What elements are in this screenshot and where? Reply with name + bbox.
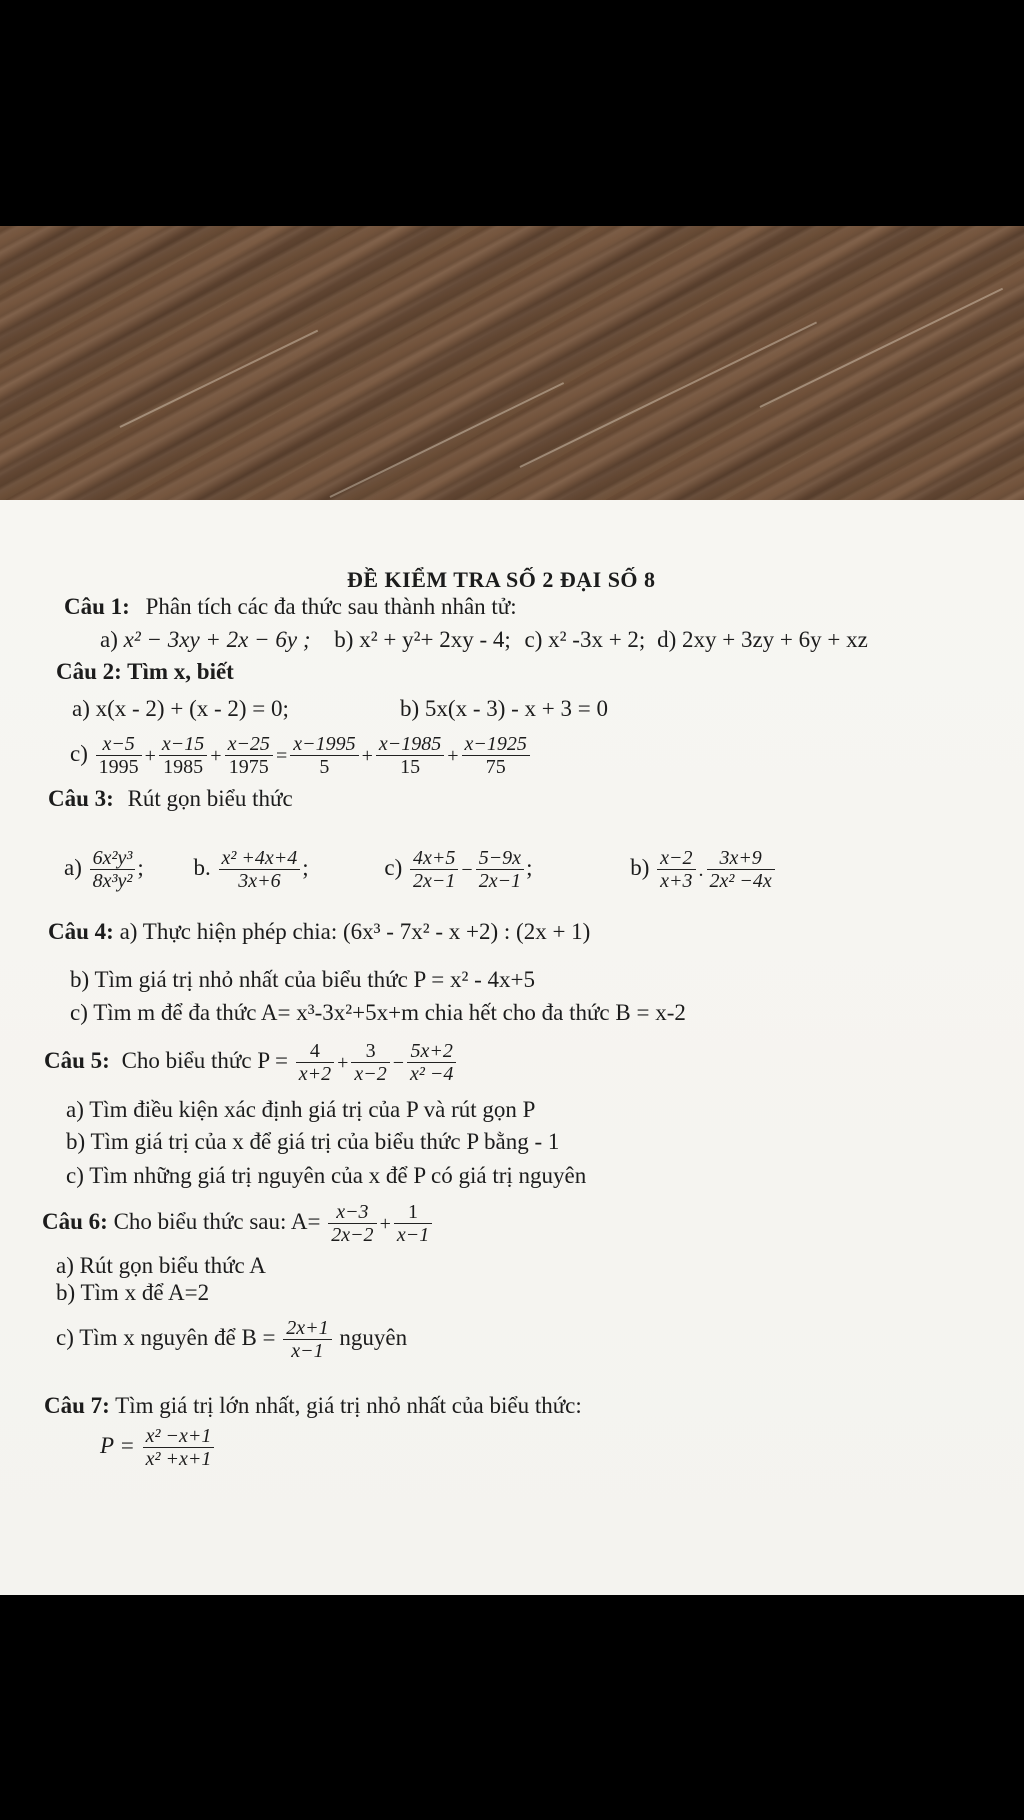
q1-b-expression: x² + y²+ 2xy - 4; <box>359 627 511 652</box>
question-1-header <box>64 592 517 622</box>
q7-p-label: P = <box>100 1433 135 1458</box>
fraction <box>376 733 444 778</box>
fraction <box>96 733 142 778</box>
denominator: x−1 <box>394 1223 432 1246</box>
q3-d-label: b) <box>630 855 650 880</box>
numerator: 2x+1 <box>286 1317 329 1340</box>
plus-sign: + <box>379 1212 391 1235</box>
q5-a: a) Tìm điều kiện xác định giá trị của P và rút gọn P <box>66 1097 536 1122</box>
fraction <box>657 847 695 892</box>
question-5-label: Câu 5: <box>44 1048 110 1073</box>
denominator: 1985 <box>159 755 207 778</box>
q1-b-label: b) <box>334 627 354 652</box>
fraction <box>394 1201 432 1246</box>
q6-b: b) Tìm x để A=2 <box>56 1280 210 1305</box>
separator: ; <box>302 855 309 880</box>
question-1-label: Câu 1: <box>64 594 130 619</box>
multiply-dot: . <box>698 858 704 881</box>
plus-sign: + <box>210 744 222 767</box>
numerator: 4 <box>309 1040 320 1063</box>
question-1-items <box>100 625 868 655</box>
denominator: 1975 <box>225 755 273 778</box>
q1-d-expression: 2xy + 3zy + 6y + xz <box>681 627 868 652</box>
q2-c-equation <box>70 726 532 784</box>
q1-c-expression: x² -3x + 2; <box>548 627 646 652</box>
question-3-label: Câu 3: <box>48 786 114 811</box>
question-5-prompt: Cho biểu thức P = <box>121 1048 288 1073</box>
denominator: 2x−2 <box>328 1223 376 1246</box>
numerator: 5x+2 <box>410 1040 453 1063</box>
fraction <box>296 1040 334 1085</box>
question-3-prompt: Rút gọn biểu thức <box>127 786 293 811</box>
numerator: 1 <box>408 1201 419 1224</box>
numerator: 3 <box>365 1040 376 1063</box>
q6-c <box>56 1310 407 1366</box>
numerator: x−2 <box>660 847 693 870</box>
numerator: x−15 <box>161 733 205 756</box>
q4-a: a) Thực hiện phép chia: (6x³ - 7x² - x +2) : (2x + 1) <box>119 919 591 944</box>
q5-c: c) Tìm những giá trị nguyên của x để P có giá trị nguyên <box>66 1163 587 1188</box>
numerator: 6x²y³ <box>92 847 133 870</box>
q2-c-label: c) <box>70 741 88 766</box>
q4-b: b) Tìm giá trị nhỏ nhất của biểu thức P = x² - 4x+5 <box>70 967 535 992</box>
q3-a-label: a) <box>64 855 82 880</box>
denominator: 3x+6 <box>219 869 301 892</box>
plus-sign: + <box>447 744 459 767</box>
q3-b-label: b. <box>193 855 211 880</box>
question-4-header <box>48 917 590 947</box>
fraction <box>328 1201 376 1246</box>
question-2-header: Câu 2: Tìm x, biết <box>56 659 234 684</box>
denominator: x² +x+1 <box>143 1447 215 1470</box>
fraction <box>462 733 530 778</box>
question-7-label: Câu 7: <box>44 1393 110 1418</box>
minus-sign: − <box>461 858 473 881</box>
question-1-prompt: Phân tích các đa thức sau thành nhân tử: <box>145 594 517 619</box>
numerator: 4x+5 <box>413 847 456 870</box>
fraction <box>407 1040 456 1085</box>
q1-a-label: a) <box>100 627 118 652</box>
wood-grain-streak <box>120 330 319 428</box>
q5-b: b) Tìm giá trị của x để giá trị của biểu thức P bằng - 1 <box>66 1129 560 1154</box>
numerator: x² +4x+4 <box>221 847 298 870</box>
q3-c-label: c) <box>384 855 403 880</box>
plus-sign: + <box>361 744 373 767</box>
q6-c-suffix: nguyên <box>339 1325 408 1350</box>
q4-c: c) Tìm m để đa thức A= x³-3x²+5x+m chia hết cho đa thức B = x-2 <box>70 1000 686 1025</box>
exam-title: ĐỀ KIỂM TRA SỐ 2 ĐẠI SỐ 8 <box>347 567 656 592</box>
numerator: x−1995 <box>293 733 356 756</box>
q1-d-label: d) <box>657 627 677 652</box>
separator: ; <box>137 855 144 880</box>
question-6-label: Câu 6: <box>42 1209 108 1234</box>
numerator: 3x+9 <box>719 847 762 870</box>
denominator: 75 <box>462 755 530 778</box>
denominator: 1995 <box>96 755 142 778</box>
fraction <box>219 847 301 892</box>
separator: ; <box>526 855 533 880</box>
numerator: x−5 <box>102 733 135 756</box>
q1-a-expression: x² − 3xy + 2x − 6y ; <box>123 627 311 652</box>
numerator: 5−9x <box>478 847 522 870</box>
denominator: 8x³y² <box>90 869 136 892</box>
denominator: x² −4 <box>407 1062 456 1085</box>
fraction <box>290 733 358 778</box>
question-6-prompt: Cho biểu thức sau: A= <box>113 1209 321 1234</box>
q6-a: a) Rút gọn biểu thức A <box>56 1253 266 1278</box>
fraction <box>707 847 775 892</box>
fraction <box>410 847 458 892</box>
denominator: 2x² −4x <box>707 869 775 892</box>
wood-grain-streak <box>760 288 1004 408</box>
fraction <box>90 847 136 892</box>
denominator: x+2 <box>296 1062 334 1085</box>
plus-sign: + <box>337 1051 349 1074</box>
q2-b: b) 5x(x - 3) - x + 3 = 0 <box>400 696 608 721</box>
equals-sign: = <box>275 744 288 767</box>
denominator: 5 <box>290 755 358 778</box>
numerator: x−1985 <box>378 733 442 756</box>
q7-expression <box>100 1418 216 1474</box>
fraction <box>476 847 524 892</box>
denominator: x+3 <box>657 869 695 892</box>
denominator: 2x−1 <box>476 869 524 892</box>
denominator: 2x−1 <box>410 869 458 892</box>
q6-c-text: c) Tìm x nguyên để B = <box>56 1325 276 1350</box>
question-3-header <box>48 784 293 814</box>
fraction <box>225 733 273 778</box>
wood-table-background <box>0 226 1024 510</box>
numerator: x−1925 <box>464 733 527 756</box>
denominator: x−1 <box>283 1339 331 1362</box>
wood-grain-streak <box>330 382 565 498</box>
question-7-header <box>44 1391 582 1421</box>
plus-sign: + <box>144 744 156 767</box>
numerator: x−3 <box>336 1201 369 1224</box>
q2-a: a) x(x - 2) + (x - 2) = 0; <box>72 696 289 721</box>
exam-paper <box>0 500 1024 1595</box>
denominator: x−2 <box>351 1062 389 1085</box>
minus-sign: − <box>392 1051 405 1074</box>
q3-items <box>64 840 777 898</box>
numerator: x−25 <box>227 733 270 756</box>
q1-c-label: c) <box>524 627 543 652</box>
wood-grain-streak <box>520 321 817 467</box>
denominator: 15 <box>376 755 444 778</box>
question-4-label: Câu 4: <box>48 919 114 944</box>
fraction <box>351 1040 389 1085</box>
question-6-header <box>42 1194 434 1252</box>
fraction <box>159 733 207 778</box>
question-7-prompt: Tìm giá trị lớn nhất, giá trị nhỏ nhất của biểu thức: <box>115 1393 582 1418</box>
fraction <box>143 1425 215 1470</box>
numerator: x² −x+1 <box>145 1425 212 1448</box>
question-5-header <box>44 1033 458 1091</box>
fraction <box>283 1317 331 1362</box>
